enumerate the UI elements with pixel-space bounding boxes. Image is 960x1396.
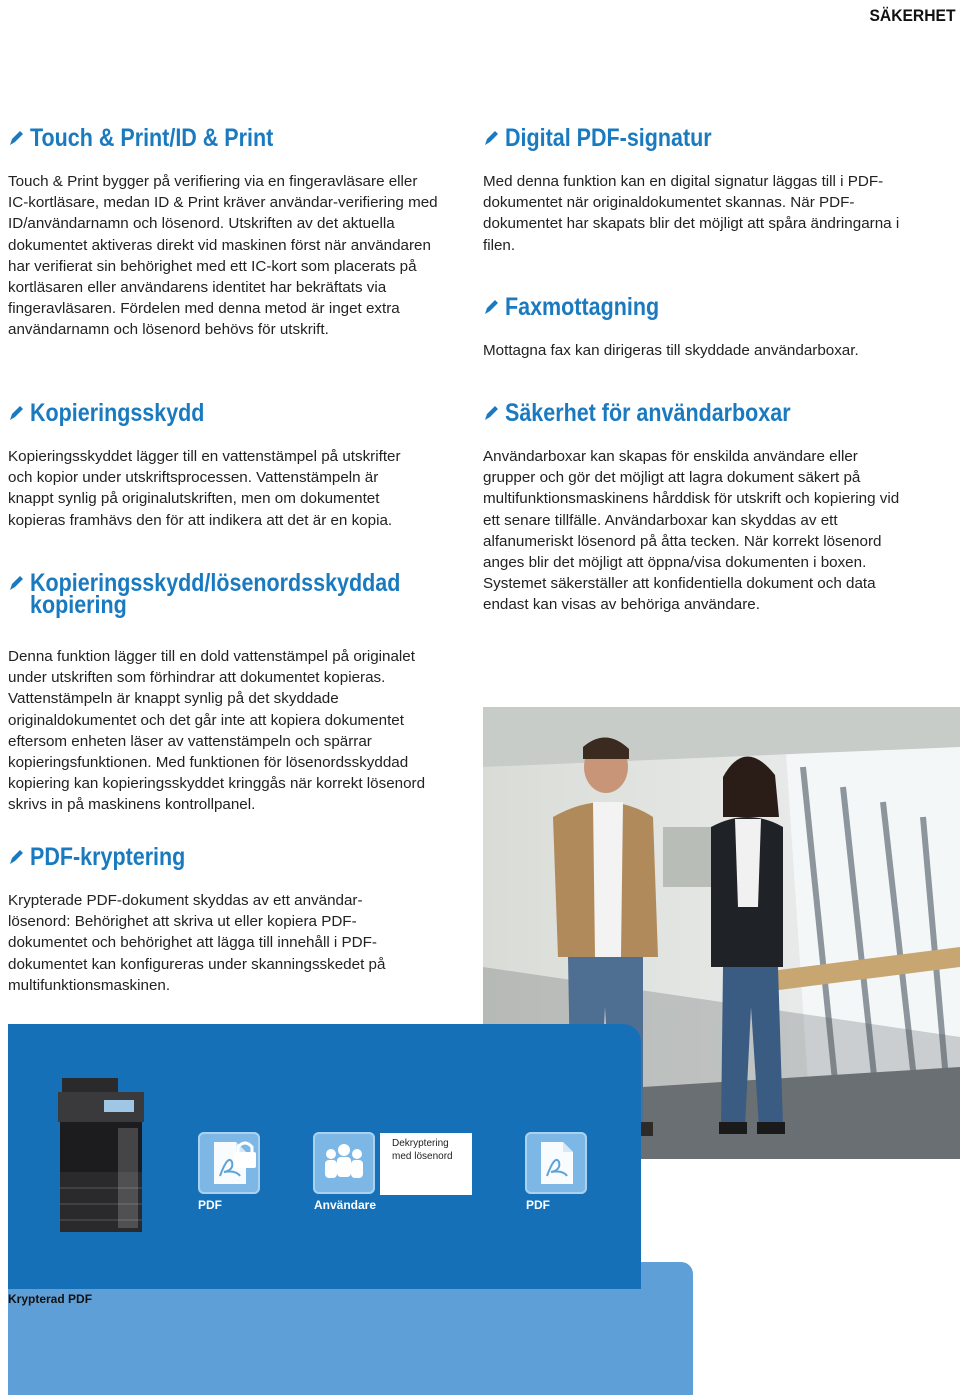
- section-body: Användarboxar kan skapas för enskilda användare eller grupper och gör det möjligt att lagra dokument säkert på multifunktionsmaskinens hårddisk för utskrift och kopiering vid ett senare tillfälle. Användarboxar kan skyddas av ett alfanumeriskt lösenord på åtta tecken. När korrekt lösenord anges blir det möjligt att öppna/visa dokumenten i boxen. Systemet säkerställer att konfidentiella dokument och data endast kan visas av behöriga användare.: [483, 448, 900, 614]
- decrypt-note-line2: med lösenord: [392, 1151, 453, 1162]
- section-pdf-encryption: [8, 843, 408, 996]
- multifunction-printer-icon: [58, 1078, 144, 1234]
- tile-caption-pdf-2: PDF: [526, 1198, 550, 1212]
- section-heading: [8, 569, 438, 619]
- users-group-icon: [313, 1132, 375, 1194]
- section-body: Med denna funktion kan en digital signatur läggas till i PDF-dokumentet när originaldokumentet skannas. När PDF-dokumentet har skapats blir det möjligt att spåra ändringarna i filen.: [483, 173, 900, 254]
- section-digital-signature: [483, 124, 903, 256]
- pen-marker-icon: [8, 404, 24, 422]
- section-body: Krypterade PDF-dokument skyddas av ett användar-lösenord: Behörighet att skriva ut eller kopiera PDF-dokumentet och behörighet att lägga till innehåll i PDF-dokumentet kan konfigureras under skanningsskedet på multifunktionsmaskinen.: [8, 892, 386, 994]
- page-header-label: SÄKERHET: [869, 6, 956, 25]
- section-heading: [8, 399, 428, 427]
- section-heading: [483, 124, 903, 152]
- section-heading: [483, 293, 903, 321]
- section-body: Denna funktion lägger till en dold vattenstämpel på originalet under utskriften som förhindrar att dokumentet kopieras. Vattenstämpeln är knappt synlig på det skyddade originaldokumentet och det går inte att kopiera dokumentet eftersom enheten läser av vattenstämpeln och spärrar kopieringsfunktionen. Med funktionen för lösenordsskyddad kopiering kan kopieringsskyddet kringgås när korrekt lösenord skrivs in på maskinens kontrollpanel.: [8, 648, 426, 814]
- pdf-tile-2: [525, 1132, 587, 1194]
- pen-marker-icon: [8, 574, 24, 592]
- section-title: Kopieringsskydd: [30, 399, 205, 427]
- decrypt-note-line1: Dekryptering: [392, 1138, 449, 1149]
- section-touch-print: [8, 124, 438, 341]
- pen-marker-icon: [483, 298, 499, 316]
- decrypt-note-card: [380, 1133, 472, 1195]
- section-password-copy: [8, 569, 438, 816]
- section-body: Touch & Print bygger på verifiering via en fingeravläsare eller IC-kortläsare, medan ID & Print kräver användar-verifiering med ID/användarnamn och lösenord. Utskriften av det aktuella dokumentet aktiveras direkt vid maskinen först när användaren har verifierat sin behörighet med ett IC-kort som placerats på kortläsaren eller användarens identitet har bekräftats via fingeravläsaren. Fördelen med denna metod är inget extra användarnamn och lösenord behövs för utskrift.: [8, 173, 438, 339]
- section-title: PDF-kryptering: [30, 843, 186, 871]
- tile-caption-pdf-1: PDF: [198, 1198, 222, 1212]
- pen-marker-icon: [483, 129, 499, 147]
- pdf-document-icon: [525, 1132, 587, 1194]
- users-tile: [313, 1132, 375, 1194]
- pen-marker-icon: [8, 129, 24, 147]
- section-body: Kopieringsskyddet lägger till en vattenstämpel på utskrifter och kopior under utskriftsprocessen. Vattenstämpeln är knappt synlig på originalutskriften, men om dokumentet kopieras framhävs den för att indikera att det är en kopia.: [8, 448, 401, 529]
- section-userbox-security: [483, 399, 908, 616]
- section-heading: [483, 399, 908, 427]
- section-fax: [483, 293, 903, 361]
- pen-marker-icon: [8, 848, 24, 866]
- section-title: Säkerhet för användarboxar: [505, 399, 791, 427]
- section-title-line2: kopiering: [30, 591, 127, 619]
- section-title: [30, 569, 401, 619]
- section-title: Digital PDF-signatur: [505, 124, 712, 152]
- section-title: Faxmottagning: [505, 293, 660, 321]
- lock-icon: [228, 1138, 262, 1172]
- section-heading: [8, 843, 408, 871]
- tile-caption-users: Användare: [314, 1198, 377, 1212]
- section-title-line1: Kopieringsskydd/lösenordsskyddad: [30, 569, 401, 597]
- section-heading: [8, 124, 438, 152]
- diagram-bottom-label: Krypterad PDF: [8, 1292, 93, 1306]
- section-title: Touch & Print/ID & Print: [30, 124, 274, 152]
- section-copy-protection: [8, 399, 428, 531]
- section-body: Mottagna fax kan dirigeras till skyddade användarboxar.: [483, 342, 859, 359]
- pen-marker-icon: [483, 404, 499, 422]
